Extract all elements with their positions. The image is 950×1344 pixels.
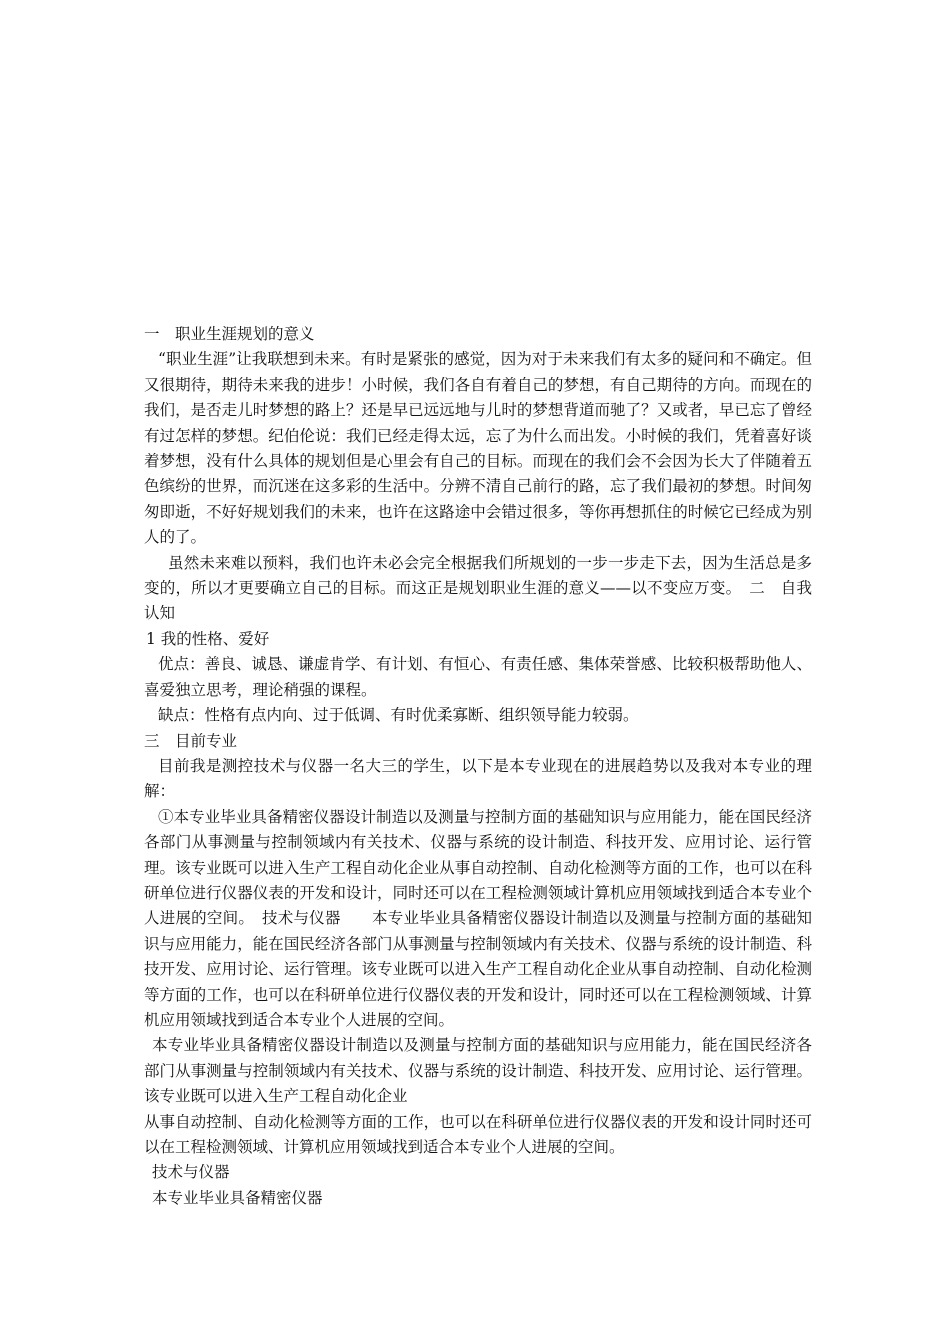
section-3-paragraph-3: 本专业毕业具备精密仪器设计制造以及测量与控制方面的基础知识与应用能力，能在国民经济各部门从事测量与控制领域内有关技术、仪器与系统的设计制造、科技开发、应用讨论、运行管理。该专业既可以进入生产工程自动化企业 [144,1036,812,1106]
section-3-paragraph-5: 技术与仪器 [152,1163,230,1182]
section-2-strengths: 优点：善良、诚恳、谦虚肯学、有计划、有恒心、有责任感、集体荣誉感、比较积极帮助他人、喜爱独立思考，理论稍强的课程。 [144,655,812,699]
section-3-heading: 三 目前专业 [144,731,238,750]
section-3-paragraph-2: ①本专业毕业具备精密仪器设计制造以及测量与控制方面的基础知识与应用能力，能在国民经济各部门从事测量与控制领域内有关技术、仪器与系统的设计制造、科技开发、应用讨论、运行管理。该专业既可以进入生产工程自动化企业从事自动控制、自动化检测等方面的工作，也可以在科研单位进行仪器仪表的开发和设计，同时还可以在工程检测领域计算机应用领域找到适合本专业个人进展的空间。 技术与仪器 本专业毕业具备精密仪器设计制造以及测量与控制方面的基础知识与应用能力，能在国民经济各部门从事测量与控制领域内有关技术、仪器与系统的设计制造、科技开发、应用讨论、运行管理。该专业既可以进入生产工程自动化企业从事自动控制、自动化检测等方面的工作，也可以在科研单位进行仪器仪表的开发和设计，同时还可以在工程检测领域、计算机应用领域找到适合本专业个人进展的空间。 [144,807,812,1029]
section-3-paragraph-1: 目前我是测控技术与仪器一名大三的学生，以下是本专业现在的进展趋势以及我对本专业的理解： [144,756,812,801]
section-2-subheading-personality: 1 我的性格、爱好 [146,629,270,648]
section-2-weaknesses: 缺点：性格有点内向、过于低调、有时优柔寡断、组织领导能力较弱。 [158,706,639,725]
section-1-paragraph-1: “职业生涯”让我联想到未来。有时是紧张的感觉，因为对于未来我们有太多的疑问和不确定。但又很期待，期待未来我的进步！小时候，我们各自有着自己的梦想，有自己期待的方向。而现在的我们，是否走儿时梦想的路上？还是早已远远地与儿时的梦想背道而驰了？又或者，早已忘了曾经有过怎样的梦想。纪伯伦说：我们已经走得太远，忘了为什么而出发。小时候的我们，凭着喜好谈着梦想，没有什么具体的规划但是心里会有自己的目标。而现在的我们会不会因为长大了伴随着五色缤纷的世界，而沉迷在这多彩的生活中。分辨不清自己前行的路，忘了我们最初的梦想。时间匆匆即逝，不好好规划我们的未来，也许在这路途中会错过很多，等你再想抓住的时候它已经成为别人的了。 [144,350,812,547]
document-body [144,322,812,1211]
section-1-paragraph-2: 虽然未来难以预料，我们也许未必会完全根据我们所规划的一步一步走下去，因为生活总是多变的，所以才更要确立自己的目标。而这正是规划职业生涯的意义——以不变应万变。 二 自我认知 [144,553,812,623]
section-3-paragraph-4: 从事自动控制、自动化检测等方面的工作，也可以在科研单位进行仪器仪表的开发和设计同时还可以在工程检测领域、计算机应用领域找到适合本专业个人进展的空间。 [144,1112,812,1156]
section-3-paragraph-6: 本专业毕业具备精密仪器 [152,1188,323,1207]
section-1-heading: 一 职业生涯规划的意义 [144,325,315,343]
